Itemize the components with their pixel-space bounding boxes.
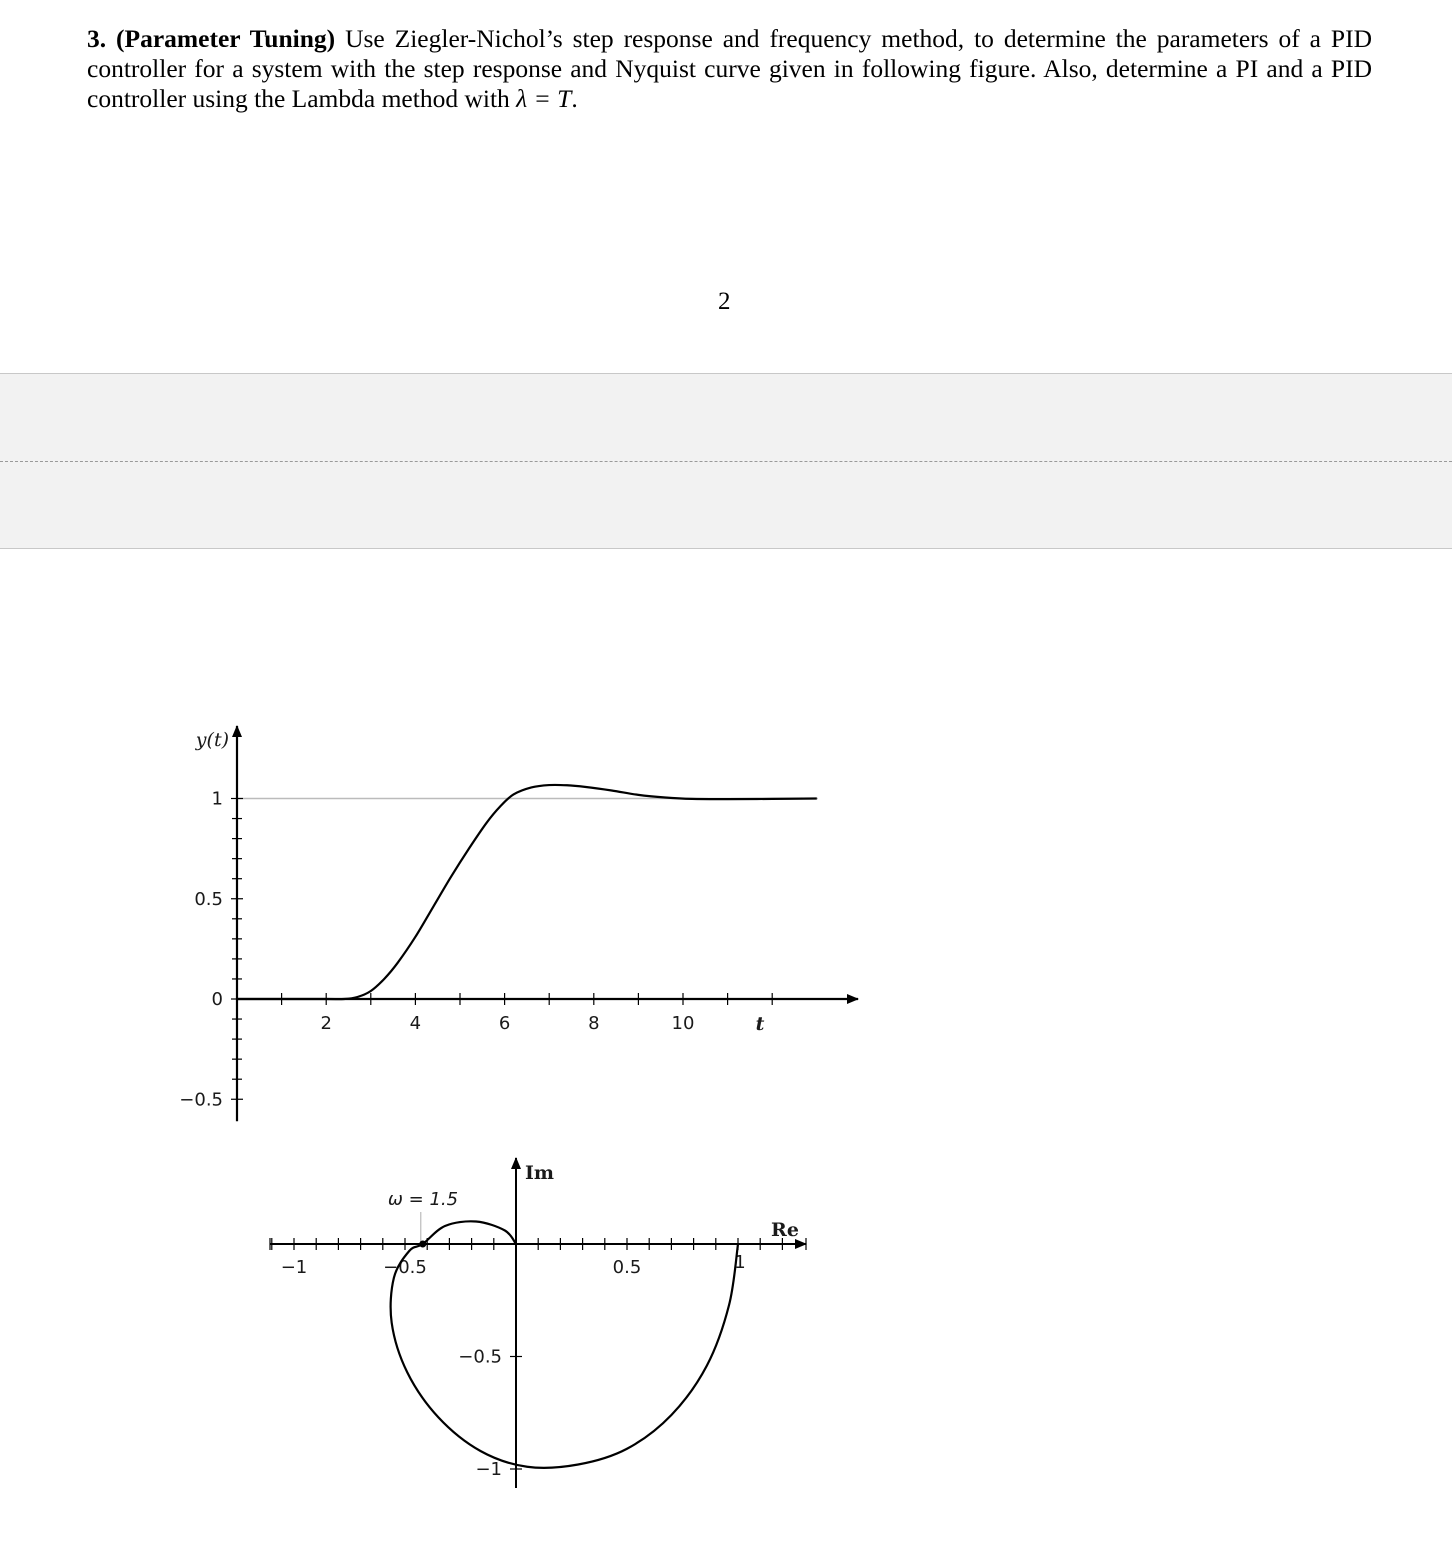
im-axis-label: Im bbox=[525, 1162, 554, 1184]
omega-annotation: ω = 1.5 bbox=[387, 1189, 459, 1210]
y-axis-label: y(t) bbox=[195, 729, 229, 751]
x-axis-label: t bbox=[755, 1013, 765, 1035]
problem-number: 3. bbox=[87, 24, 107, 53]
y-tick-label: 0.5 bbox=[194, 888, 223, 910]
re-tick-label: −0.5 bbox=[383, 1257, 427, 1278]
step-response-chart bbox=[179, 726, 858, 1121]
x-tick-label: 8 bbox=[588, 1013, 600, 1034]
x-tick-label: 10 bbox=[671, 1013, 695, 1034]
re-axis-label: Re bbox=[771, 1219, 799, 1241]
lambda-equation: λ = T bbox=[516, 84, 572, 113]
problem-title: (Parameter Tuning) bbox=[116, 24, 336, 53]
re-tick-label: −1 bbox=[280, 1257, 308, 1278]
x-tick-label: 6 bbox=[498, 1013, 511, 1034]
y-tick-label: 0 bbox=[211, 989, 223, 1010]
re-tick-label: 0.5 bbox=[612, 1257, 642, 1278]
im-tick-label: −1 bbox=[475, 1459, 502, 1480]
x-tick-label: 4 bbox=[409, 1013, 422, 1034]
re-tick-label: 1 bbox=[734, 1252, 746, 1273]
x-tick-label: 2 bbox=[320, 1013, 332, 1034]
nyquist-curve bbox=[391, 1221, 738, 1468]
problem-body-end: . bbox=[571, 84, 578, 113]
step-response-curve bbox=[237, 785, 817, 999]
page-number: 2 bbox=[718, 288, 731, 315]
y-tick-label: 1 bbox=[211, 788, 223, 810]
nyquist-chart bbox=[270, 1158, 806, 1488]
problem-body: Use Ziegler-Nichol’s step response and frequency method, to determine the parameters of a PID controller for a system with the step response and Nyquist curve given in following figure. Also, determine a PI and a PID controller using the Lambda method with bbox=[87, 24, 1372, 113]
y-tick-label: −0.5 bbox=[179, 1089, 223, 1111]
im-tick-label: −0.5 bbox=[458, 1346, 502, 1368]
